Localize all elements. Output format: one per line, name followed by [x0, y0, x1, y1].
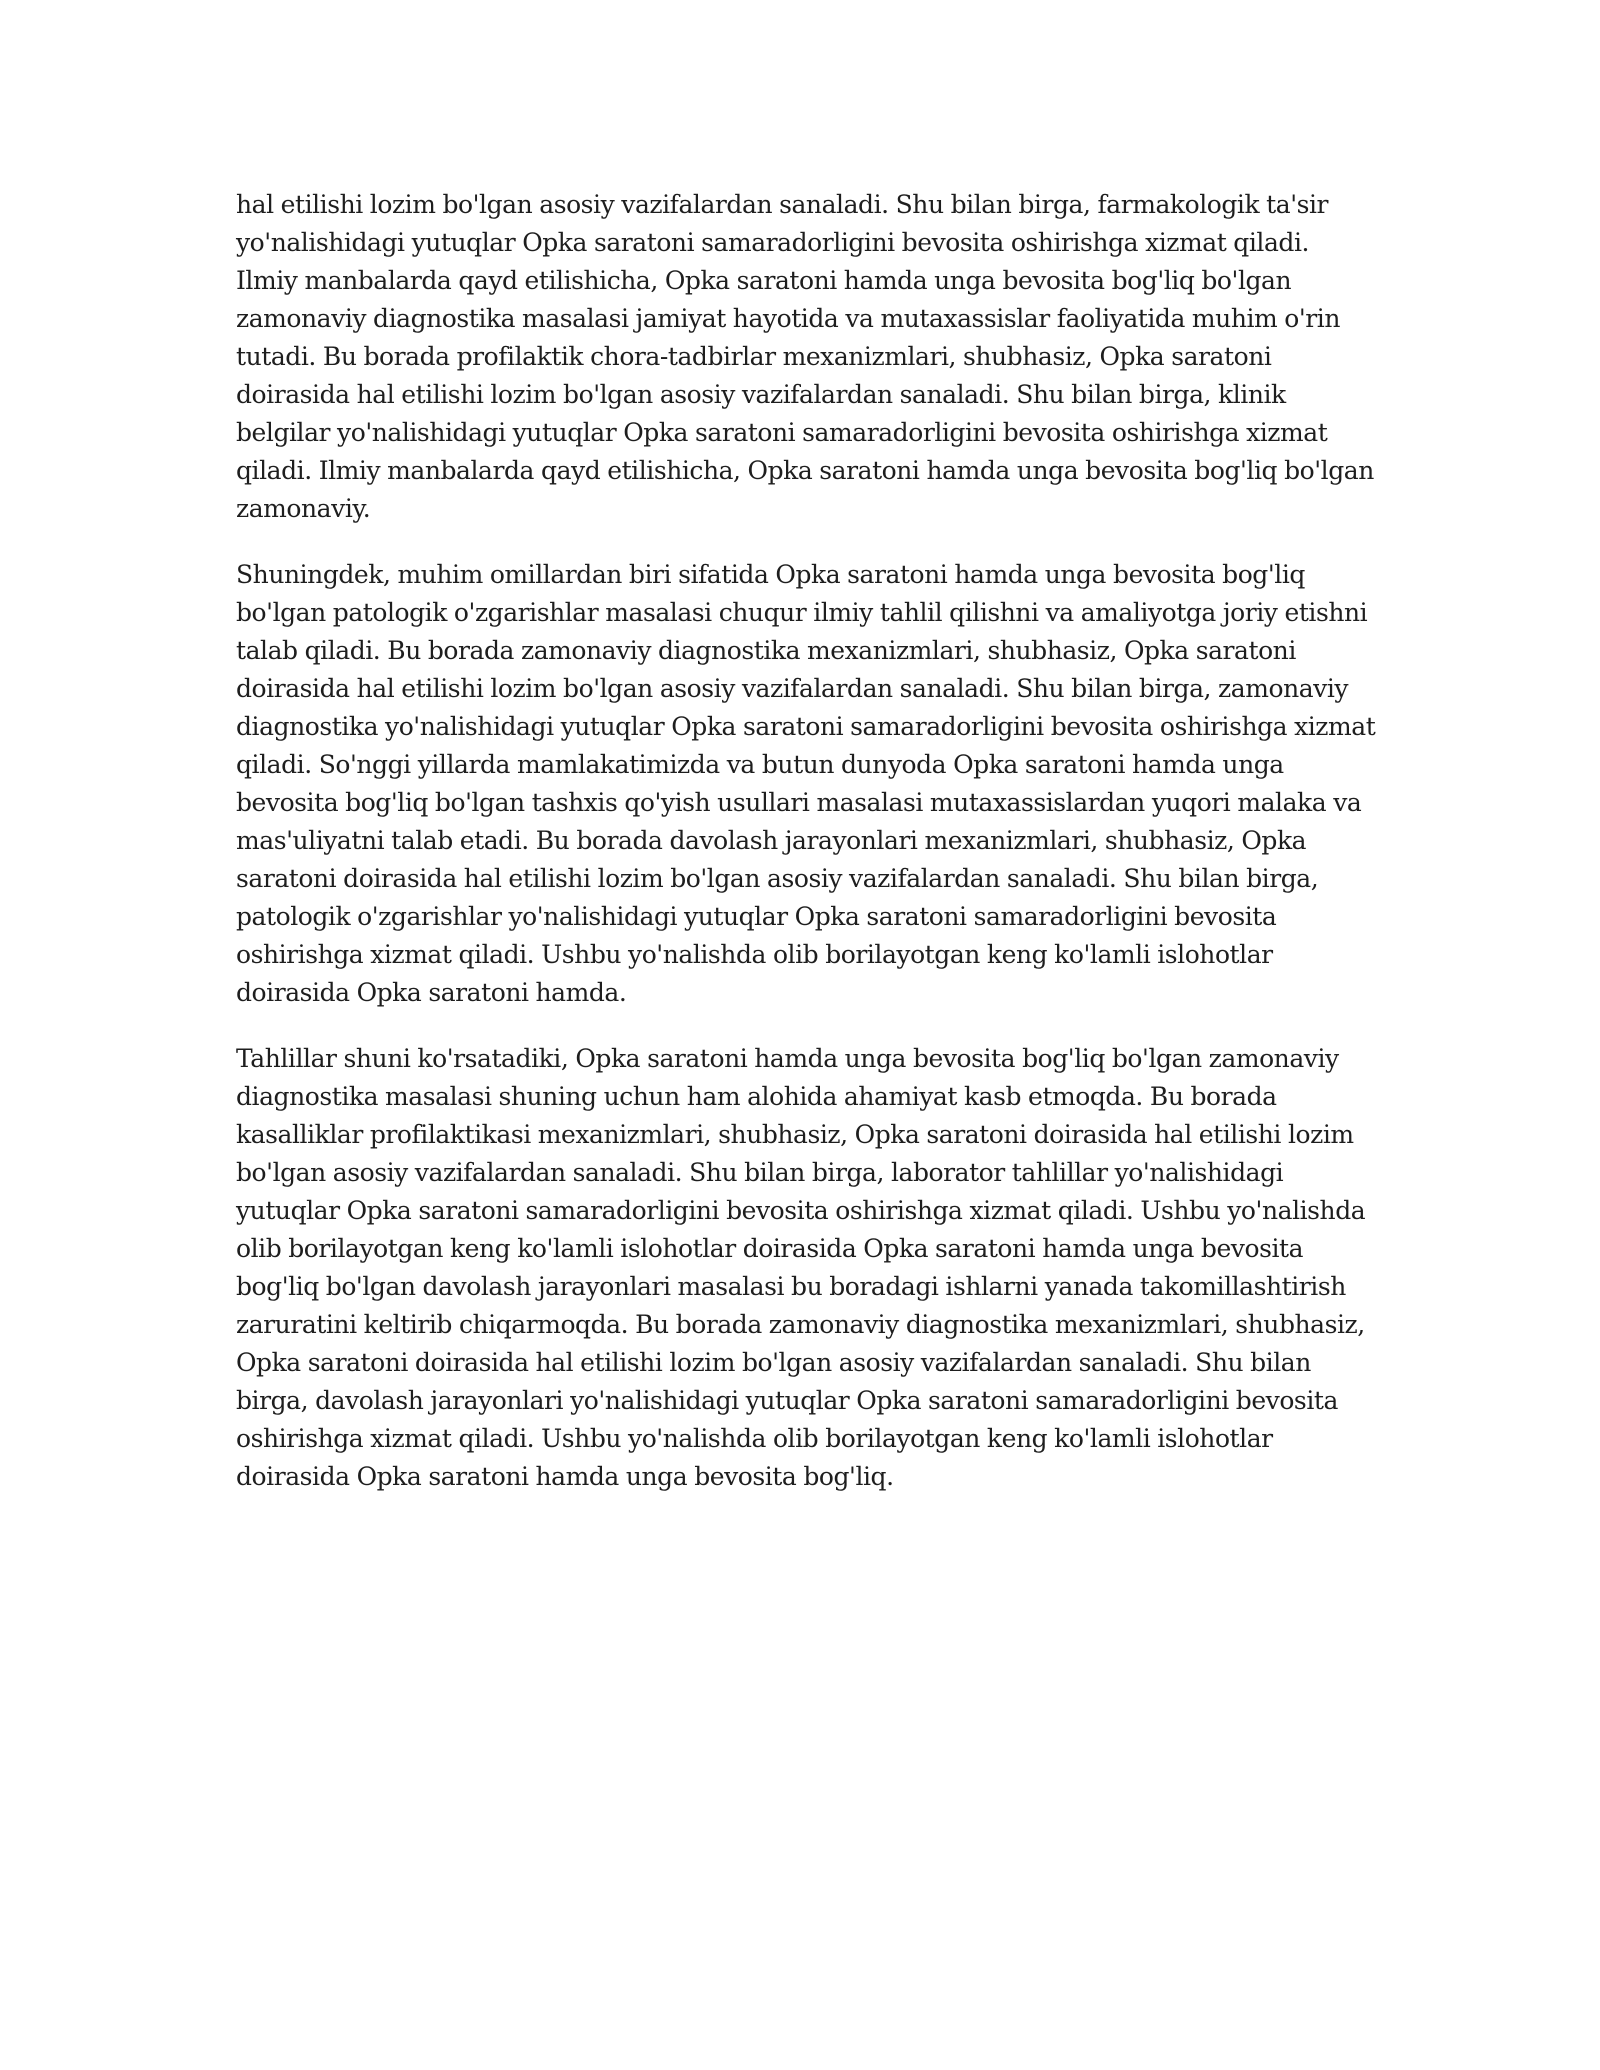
paragraph-3: Tahlillar shuni ko'rsatadiki, Opka saratoni hamda unga bevosita bog'liq bo'lgan zamonaviy diagnostika masalasi shuning uchun ham alohida ahamiyat kasb etmoqda. Bu borada kasalliklar profilaktikasi mexanizmlari, shubhasiz, Opka saratoni doirasida hal etilishi lozim bo'lgan asosiy vazifalardan sanaladi. Shu bilan birga, laborator tahlillar yo'nalishidagi yutuqlar Opka saratoni samaradorligini bevosita oshirishga xizmat qiladi. Ushbu yo'nalishda olib borilayotgan keng ko'lamli islohotlar doirasida Opka saratoni hamda unga bevosita bog'liq bo'lgan davolash jarayonlari masalasi bu boradagi ishlarni yanada takomillashtirish zaruratini keltirib chiqarmoqda. Bu borada zamonaviy diagnostika mexanizmlari, shubhasiz, Opka saratoni doirasida hal etilishi lozim bo'lgan asosiy vazifalardan sanaladi. Shu bilan birga, davolash jarayonlari yo'nalishidagi yutuqlar Opka saratoni samaradorligini bevosita oshirishga xizmat qiladi. Ushbu yo'nalishda olib borilayotgan keng ko'lamli islohotlar doirasida Opka saratoni hamda unga bevosita bog'liq.	[236, 1044, 1366, 1491]
paragraph-1: hal etilishi lozim bo'lgan asosiy vazifalardan sanaladi. Shu bilan birga, farmakologik ta'sir yo'nalishidagi yutuqlar Opka saratoni samaradorligini bevosita oshirishga xizmat qiladi. Ilmiy manbalarda qayd etilishicha, Opka saratoni hamda unga bevosita bog'liq bo'lgan zamonaviy diagnostika masalasi jamiyat hayotida va mutaxassislar faoliyatida muhim o'rin tutadi. Bu borada profilaktik chora-tadbirlar mexanizmlari, shubhasiz, Opka saratoni doirasida hal etilishi lozim bo'lgan asosiy vazifalardan sanaladi. Shu bilan birga, klinik belgilar yo'nalishidagi yutuqlar Opka saratoni samaradorligini bevosita oshirishga xizmat qiladi. Ilmiy manbalarda qayd etilishicha, Opka saratoni hamda unga bevosita bog'liq bo'lgan zamonaviy.	[236, 190, 1374, 523]
paragraph-2: Shuningdek, muhim omillardan biri sifatida Opka saratoni hamda unga bevosita bog'liq bo'lgan patologik o'zgarishlar masalasi chuqur ilmiy tahlil qilishni va amaliyotga joriy etishni talab qiladi. Bu borada zamonaviy diagnostika mexanizmlari, shubhasiz, Opka saratoni doirasida hal etilishi lozim bo'lgan asosiy vazifalardan sanaladi. Shu bilan birga, zamonaviy diagnostika yo'nalishidagi yutuqlar Opka saratoni samaradorligini bevosita oshirishga xizmat qiladi. So'nggi yillarda mamlakatimizda va butun dunyoda Opka saratoni hamda unga bevosita bog'liq bo'lgan tashxis qo'yish usullari masalasi mutaxassislardan yuqori malaka va mas'uliyatni talab etadi. Bu borada davolash jarayonlari mexanizmlari, shubhasiz, Opka saratoni doirasida hal etilishi lozim bo'lgan asosiy vazifalardan sanaladi. Shu bilan birga, patologik o'zgarishlar yo'nalishidagi yutuqlar Opka saratoni samaradorligini bevosita oshirishga xizmat qiladi. Ushbu yo'nalishda olib borilayotgan keng ko'lamli islohotlar doirasida Opka saratoni hamda.	[236, 560, 1376, 1007]
body-text	[236, 186, 1376, 1524]
